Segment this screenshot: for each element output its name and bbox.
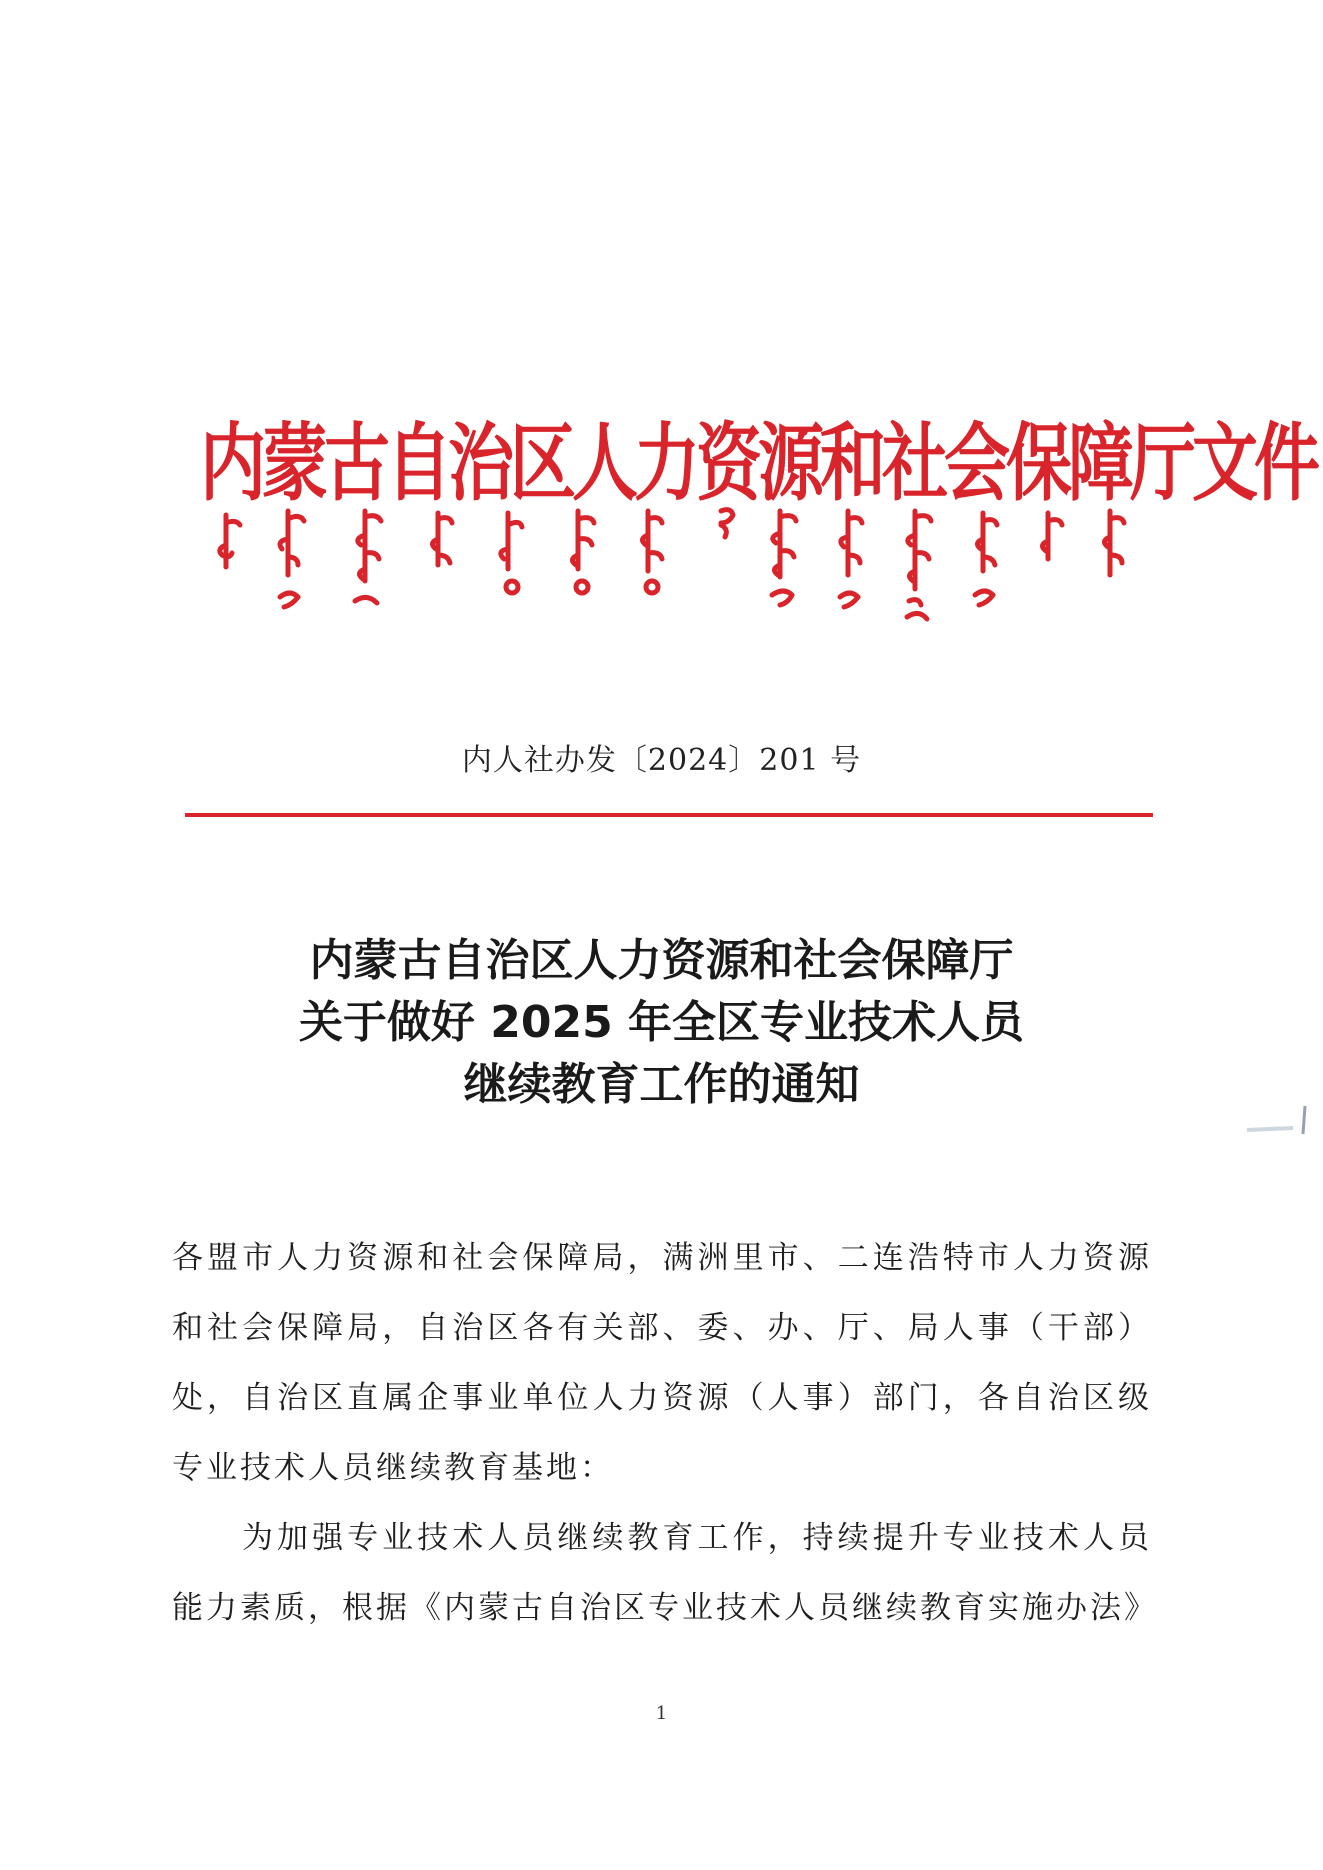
addressee-paragraph: 各盟市人力资源和社会保障局，满洲里市、二连浩特市人力资源和社会保障局，自治区各有关部、委、办、厅、局人事（干部）处，自治区直属企事业单位人力资源（人事）部门，各自治区级专业技术人员继续教育基地： [172, 1240, 1152, 1486]
issuer-title: 内蒙古自治区人力资源和社会保障厅文件 [200, 412, 1316, 513]
body-paragraph: 为加强专业技术人员继续教育工作，持续提升专业技术人员能力素质，根据《内蒙古自治区专业技术人员继续教育实施办法》 [172, 1520, 1158, 1626]
document-number: 内人社办发〔2024〕201 号 [461, 743, 862, 778]
red-divider-line [185, 813, 1153, 817]
scan-artifact-mark [1245, 1100, 1313, 1138]
notice-title [0, 930, 1323, 1116]
page-number: 1 [655, 1703, 668, 1724]
mongolian-script-title [210, 505, 1140, 635]
document-body [172, 1223, 1158, 1643]
notice-title-line: 继续教育工作的通知 [463, 1059, 860, 1110]
notice-title-line: 关于做好 2025 年全区专业技术人员 [298, 997, 1025, 1048]
notice-title-line: 内蒙古自治区人力资源和社会保障厅 [309, 935, 1014, 986]
